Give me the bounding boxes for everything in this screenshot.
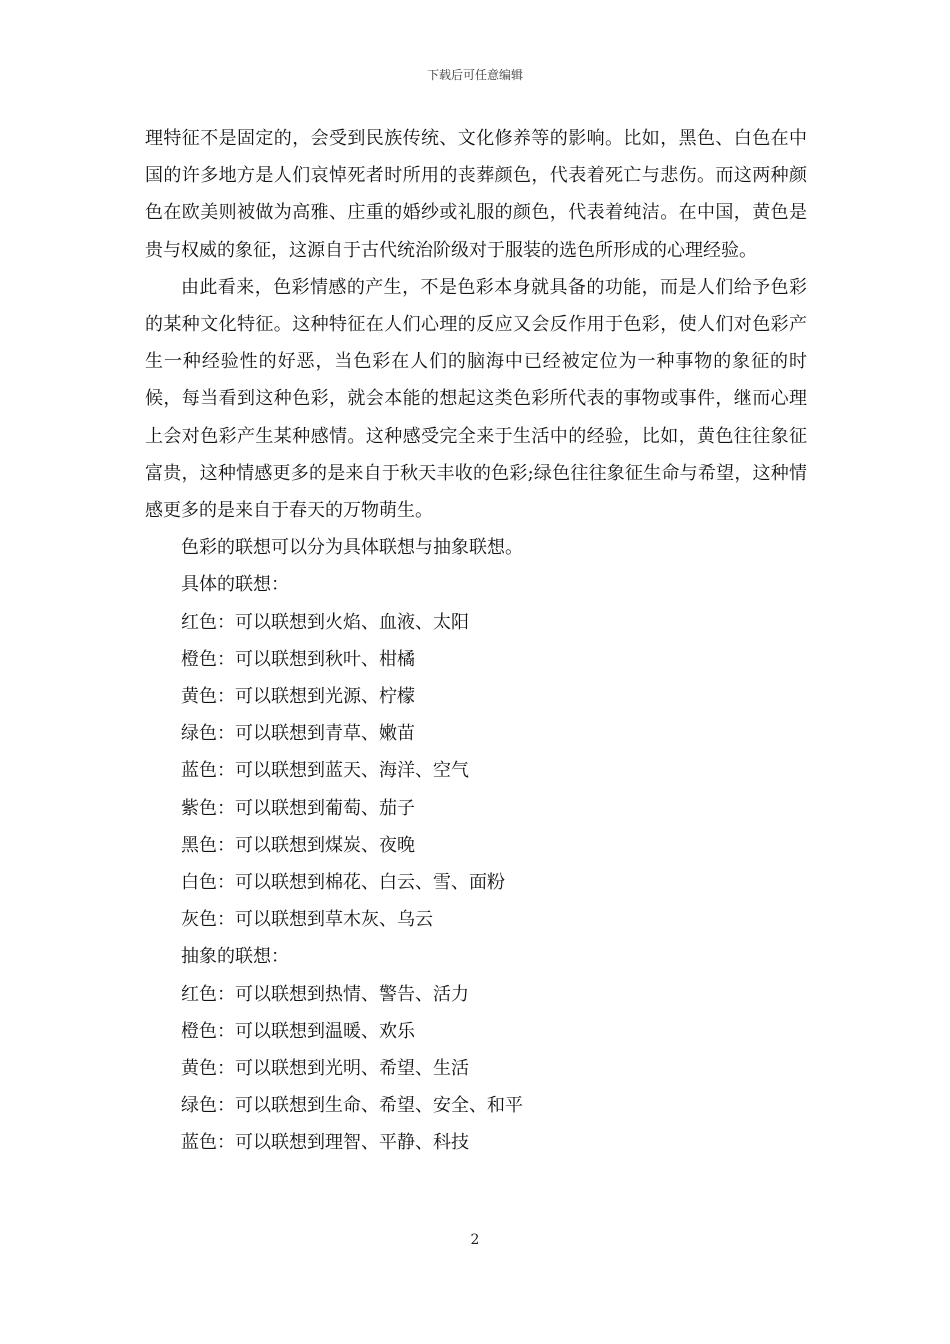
concrete-item-yellow: 黄色：可以联想到光源、柠檬 — [181, 686, 415, 708]
page-header: 下载后可任意编辑 — [426, 68, 523, 82]
paragraph-1: 理特征不是固定的，会受到民族传统、文化修养等的影响。比如，黑色、白色在中国的许多地方是人们哀悼死者时所用的丧葬颜色，代表着死亡与悲伤。而这两种颜色在欧美则被做为高雅、庄重的婚纱或礼服的颜色，代表着纯洁。在中国，黄色是贵与权威的象征，这源自于古代统治阶级对于服装的选色所形成的心理经验。 — [145, 128, 807, 261]
abstract-item-green: 绿色：可以联想到生命、希望、安全、和平 — [181, 1095, 523, 1117]
concrete-item-orange: 橙色：可以联想到秋叶、柑橘 — [181, 648, 415, 670]
paragraph-2: 由此看来，色彩情感的产生，不是色彩本身就具备的功能，而是人们给予色彩的某种文化特征。这种特征在人们心理的反应又会反作用于色彩，使人们对色彩产生一种经验性的好恶，当色彩在人们的脑海中已经被定位为一种事物的象征的时候，每当看到这种色彩，就会本能的想起这类色彩所代表的事物或事件，继而心理上会对色彩产生某种感情。这种感受完全来于生活中的经验，比如，黄色往往象征富贵，这种情感更多的是来自于秋天丰收的色彩;绿色往往象征生命与希望，这种情感更多的是来自于春天的万物萌生。 — [145, 276, 807, 522]
concrete-item-red: 红色：可以联想到火焰、血液、太阳 — [181, 611, 469, 633]
document-body — [145, 120, 807, 1162]
abstract-item-blue: 蓝色：可以联想到理智、平静、科技 — [181, 1132, 469, 1154]
abstract-item-yellow: 黄色：可以联想到光明、希望、生活 — [181, 1058, 469, 1080]
concrete-item-white: 白色：可以联想到棉花、白云、雪、面粉 — [181, 872, 505, 894]
concrete-item-black: 黑色：可以联想到煤炭、夜晚 — [181, 834, 415, 856]
concrete-item-blue: 蓝色：可以联想到蓝天、海洋、空气 — [181, 760, 469, 782]
abstract-item-orange: 橙色：可以联想到温暖、欢乐 — [181, 1020, 415, 1042]
concrete-heading: 具体的联想： — [181, 574, 289, 596]
association-intro: 色彩的联想可以分为具体联想与抽象联想。 — [181, 537, 523, 559]
abstract-heading: 抽象的联想： — [181, 946, 289, 968]
concrete-item-gray: 灰色：可以联想到草木灰、乌云 — [181, 909, 433, 931]
concrete-item-purple: 紫色：可以联想到葡萄、茄子 — [181, 797, 415, 819]
concrete-item-green: 绿色：可以联想到青草、嫩苗 — [181, 723, 415, 745]
page-number: 2 — [470, 1232, 480, 1248]
abstract-item-red: 红色：可以联想到热情、警告、活力 — [181, 983, 469, 1005]
